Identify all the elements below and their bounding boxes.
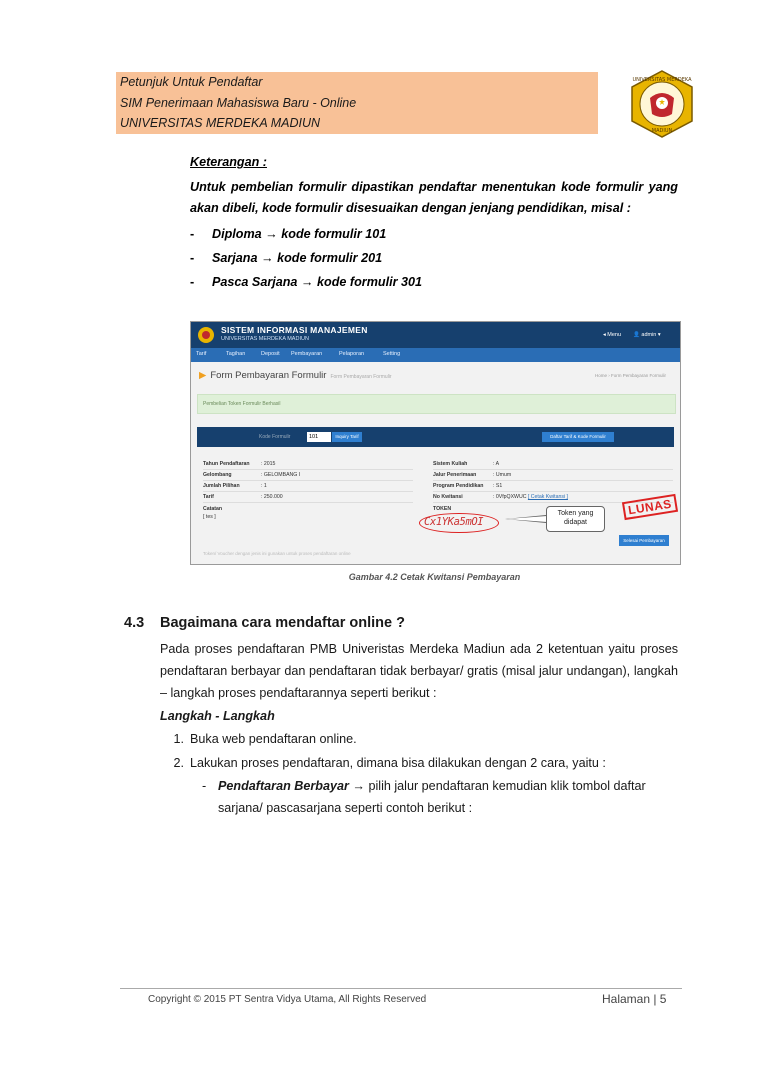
row-token: TOKEN bbox=[433, 506, 452, 512]
figure-caption: Gambar 4.2 Cetak Kwitansi Pembayaran bbox=[348, 572, 521, 582]
list-item: - Sarjana → kode formulir 201 bbox=[190, 251, 383, 265]
app-logo-icon bbox=[197, 326, 215, 344]
header-line-3: UNIVERSITAS MERDEKA MADIUN bbox=[120, 116, 321, 130]
form-title: ▶ Form Pembayaran Formulir Form Pembayaran Formulir bbox=[199, 370, 392, 381]
university-logo bbox=[628, 70, 696, 138]
kode-label: Kode Formulir bbox=[259, 434, 291, 440]
kode-formulir-input[interactable]: 101 bbox=[307, 432, 331, 442]
row-program: Program Pendidikan : S1 bbox=[433, 483, 503, 489]
logo-bottom-text: MADIUN bbox=[651, 128, 673, 134]
list-item: 2. Lakukan proses pendaftaran, dimana bisa dilakukan dengan 2 cara, yaitu : bbox=[173, 756, 606, 770]
section-paragraph: Pada proses pendaftaran PMB Univeristas Merdeka Madiun ada 2 ketentuan yaitu proses pendaftaran berbayar dan pendaftaran tidak berbayar/ gratis (misal jalur undangan), langkah – langkah proses pendaftarannya seperti berikut : bbox=[160, 642, 678, 700]
row-sistem: Sistem Kuliah : A bbox=[433, 461, 500, 467]
nav-pelaporan[interactable]: Pelaporan bbox=[339, 351, 365, 357]
nav-tagihan[interactable]: Tagihan bbox=[226, 351, 246, 357]
keterangan-title: Keterangan : bbox=[190, 155, 267, 169]
page-number: Halaman | 5 bbox=[602, 992, 667, 1006]
copyright: Copyright © 2015 PT Sentra Vidya Utama, All Rights Reserved bbox=[148, 994, 427, 1005]
lunas-stamp: LUNAS bbox=[622, 494, 678, 520]
steps-title: Langkah - Langkah bbox=[160, 709, 275, 723]
row-kwitansi: No Kwitansi : 0VfpQXWUC [ Cetak Kwitansi ] bbox=[433, 494, 568, 500]
menu-button[interactable]: ◂ Menu bbox=[603, 332, 622, 338]
section-heading: 4.3 Bagaimana cara mendaftar online ? bbox=[124, 615, 405, 631]
row-tarif: Tarif : 250.000 bbox=[203, 494, 283, 500]
row-jalur: Jalur Penerimaan : Umum bbox=[433, 472, 512, 478]
app-nav bbox=[191, 348, 680, 362]
success-alert: Pembelian Token Formulir Berhasil bbox=[197, 394, 676, 414]
row-tahun: Tahun Pendaftaran : 2015 bbox=[203, 461, 276, 467]
app-subtitle: UNIVERSITAS MERDEKA MADIUN bbox=[221, 336, 309, 342]
logo-arc-text: UNIVERSITAS MERDEKA bbox=[632, 77, 692, 83]
token-value: Cx1YKa5mOI bbox=[424, 516, 484, 528]
cetak-kwitansi-link[interactable]: [ Cetak Kwitansi ] bbox=[527, 494, 568, 500]
nav-pembayaran[interactable]: Pembayaran bbox=[291, 351, 323, 357]
user-menu[interactable]: 👤 admin ▾ bbox=[633, 332, 661, 338]
nav-setting[interactable]: Setting bbox=[383, 351, 401, 357]
footer-rule bbox=[120, 988, 682, 989]
header-line-2: SIM Penerimaan Mahasiswa Baru - Online bbox=[120, 95, 357, 110]
header-line-1: Petunjuk Untuk Pendaftar bbox=[120, 75, 263, 89]
kode-formulir-bar bbox=[197, 427, 674, 447]
token-callout: Token yang didapat bbox=[546, 506, 605, 532]
kode-formulir-list bbox=[190, 222, 678, 294]
screenshot-figure bbox=[190, 321, 681, 565]
list-item: 1. Buka web pendaftaran online. bbox=[173, 732, 357, 746]
row-catatan: Catatan bbox=[203, 506, 223, 512]
document-header bbox=[116, 72, 598, 134]
list-item: - Pasca Sarjana → kode formulir 301 bbox=[190, 275, 422, 289]
app-topbar bbox=[191, 322, 680, 348]
keterangan-paragraph: Untuk pembelian formulir dipastikan pendaftar menentukan kode formulir yang akan dibeli, kode formulir disesuaikan dengan jenjang pendidikan, misal : bbox=[190, 180, 678, 215]
keterangan-block bbox=[190, 155, 678, 294]
sub-item-berbayar: - Pendaftaran Berbayar → pilih jalur pendaftaran kemudian klik tombol daftar sarjana/ pascasarjana seperti contoh berikut : bbox=[202, 779, 646, 815]
row-jumlah: Jumlah Pilihan : 1 bbox=[203, 483, 267, 489]
figure-footer-note: Token/ Voucher dengan jenis ini gunakan untuk proses pendaftaran online bbox=[203, 551, 351, 556]
inquiry-button[interactable]: Inquiry Tarif bbox=[332, 432, 362, 442]
list-item: - Diploma → kode formulir 101 bbox=[190, 227, 387, 241]
nav-tarif[interactable]: Tarif bbox=[196, 351, 207, 357]
app-title: SISTEM INFORMASI MANAJEMEN bbox=[221, 325, 368, 335]
breadcrumb[interactable]: Home › Form Pembayaran Formulir bbox=[595, 373, 667, 378]
section-body bbox=[160, 638, 678, 819]
selesai-pembayaran-button[interactable]: Selesai Pembayaran bbox=[619, 535, 669, 546]
row-catatan-value: [ tes ] bbox=[203, 514, 216, 520]
row-gelombang: Gelombang : GELOMBANG I bbox=[203, 472, 301, 478]
play-icon: ▶ bbox=[199, 370, 207, 381]
token-highlight bbox=[419, 513, 499, 533]
daftar-tarif-button[interactable]: Daftar Tarif & Kode Formulir bbox=[542, 432, 614, 442]
nav-deposit[interactable]: Deposit bbox=[261, 351, 280, 357]
